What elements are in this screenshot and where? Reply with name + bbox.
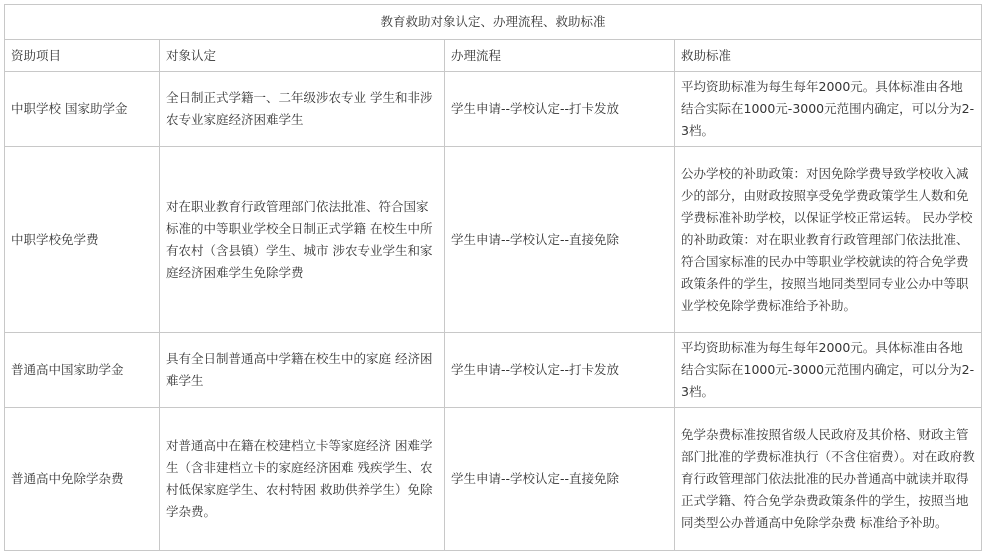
cell-process: 学生申请--学校认定--打卡发放: [445, 72, 675, 147]
column-header-eligibility: 对象认定: [160, 40, 445, 72]
column-header-process: 办理流程: [445, 40, 675, 72]
cell-process: 学生申请--学校认定--直接免除: [445, 147, 675, 333]
table-header-row: [5, 40, 982, 72]
cell-item: 普通高中免除学杂费: [5, 408, 160, 551]
cell-process: 学生申请--学校认定--打卡发放: [445, 333, 675, 408]
cell-item: 普通高中国家助学金: [5, 333, 160, 408]
cell-standard: 免学杂费标准按照省级人民政府及其价格、财政主管部门批准的学费标准执行（不含住宿费）。对在政府教育行政管理部门依法批准的民办普通高中就读并取得正式学籍、符合免学杂费政策条件的学生，按照当地同类型公办普通高中免除学杂费 标准给予补助。: [675, 408, 982, 551]
cell-eligibility: 全日制正式学籍一、二年级涉农专业 学生和非涉农专业家庭经济困难学生: [160, 72, 445, 147]
table-title-row: [5, 5, 982, 40]
table-row: [5, 147, 982, 333]
table-row: [5, 408, 982, 551]
education-aid-table: [4, 4, 982, 551]
cell-item: 中职学校免学费: [5, 147, 160, 333]
cell-eligibility: 对普通高中在籍在校建档立卡等家庭经济 困难学生（含非建档立卡的家庭经济困难 残疾学生、农村低保家庭学生、农村特困 救助供养学生）免除学杂费。: [160, 408, 445, 551]
column-header-standard: 救助标准: [675, 40, 982, 72]
cell-eligibility: 具有全日制普通高中学籍在校生中的家庭 经济困难学生: [160, 333, 445, 408]
cell-standard: 平均资助标准为每生每年2000元。具体标准由各地结合实际在1000元-3000元范围内确定，可以分为2-3档。: [675, 72, 982, 147]
table-row: [5, 72, 982, 147]
cell-eligibility: 对在职业教育行政管理部门依法批准、符合国家标准的中等职业学校全日制正式学籍 在校生中所有农村（含县镇）学生、城市 涉农专业学生和家庭经济困难学生免除学费: [160, 147, 445, 333]
cell-item: 中职学校 国家助学金: [5, 72, 160, 147]
column-header-item: 资助项目: [5, 40, 160, 72]
cell-standard: 公办学校的补助政策：对因免除学费导致学校收入减少的部分，由财政按照享受免学费政策学生人数和免学费标准补助学校，以保证学校正常运转。 民办学校的补助政策：对在职业教育行政管理部门依法批准、符合国家标准的民办中等职业学校就读的符合免学费政策条件的学生，按照当地同类型同专业公办中等职业学校免除学费标准给予补助。: [675, 147, 982, 333]
table-title: 教育救助对象认定、办理流程、救助标准: [5, 5, 982, 40]
cell-process: 学生申请--学校认定--直接免除: [445, 408, 675, 551]
table-row: [5, 333, 982, 408]
cell-standard: 平均资助标准为每生每年2000元。具体标准由各地结合实际在1000元-3000元范围内确定，可以分为2-3档。: [675, 333, 982, 408]
